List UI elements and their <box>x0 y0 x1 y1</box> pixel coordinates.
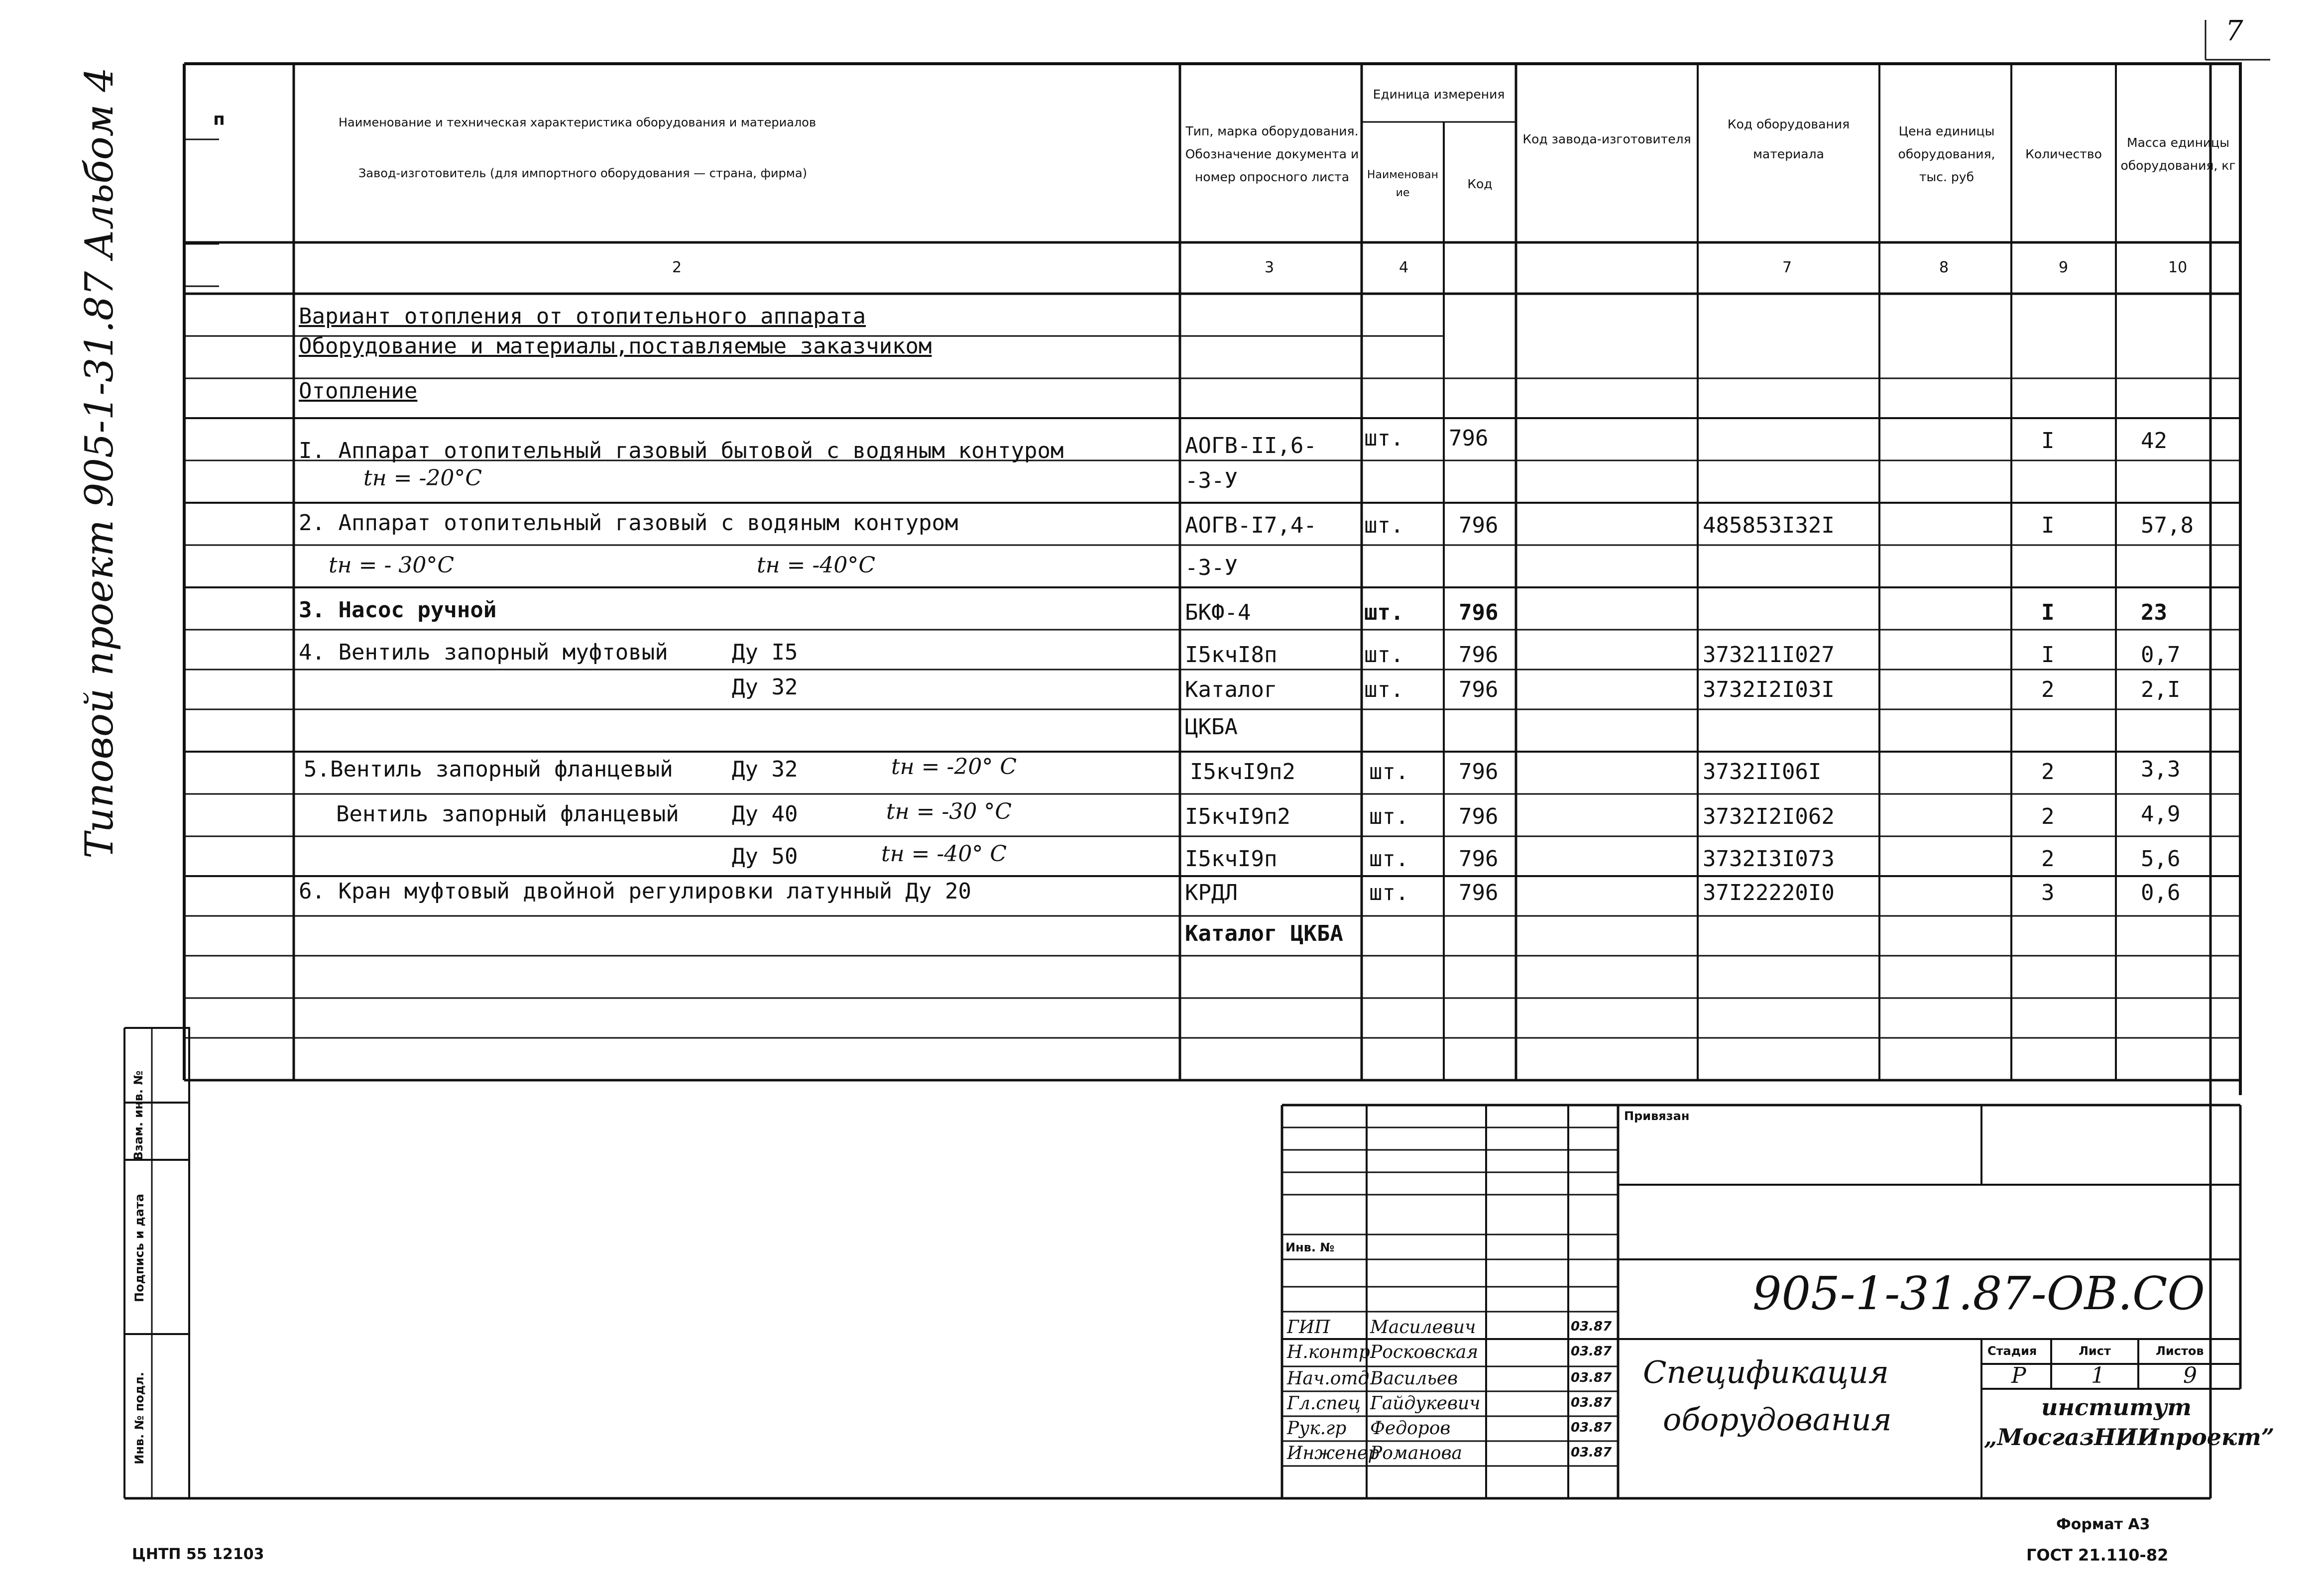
row-temp: tн = -30 °C <box>886 799 1012 824</box>
row-code: 796 <box>1449 426 1489 451</box>
row-name: I. Аппарат отопительный газовый бытовой с водяным контуром <box>299 438 1064 463</box>
stadia-value: Р <box>2011 1363 2026 1388</box>
row-unit: шт. <box>1369 804 1409 829</box>
stadia-label: Стадия <box>1987 1344 2037 1358</box>
row-unit: шт. <box>1369 846 1409 872</box>
row-unit: шт. <box>1364 677 1404 702</box>
row-type: АОГВ-II,6- <box>1185 433 1317 458</box>
row-temp: tн = -20°C <box>363 465 482 491</box>
header-col-name-line2: Завод-изготовитель (для импортного оборудования — страна, фирма) <box>358 166 808 180</box>
section-title-heating: Отопление <box>299 378 418 404</box>
row-mass: 42 <box>2141 428 2167 453</box>
page-number: 7 <box>2225 15 2243 47</box>
row-name: 5.Вентиль запорный фланцевый <box>304 757 673 782</box>
header-col-unit-code: Код <box>1467 177 1493 191</box>
header-col-unit-name: Наименование <box>1367 169 1439 199</box>
signatory-name: Масилевич <box>1370 1317 1476 1338</box>
row-temp-2: tн = -40°C <box>757 553 876 578</box>
row-type: I5кчI8п <box>1185 642 1278 668</box>
listov-value: 9 <box>2183 1363 2197 1388</box>
row-eqcode: 37I22220I0 <box>1703 880 1835 905</box>
section-title-equipment: Оборудование и материалы,поставляемые заказчиком <box>299 334 932 359</box>
row-mass: 3,3 <box>2141 757 2181 782</box>
signatory-name: Росковская <box>1370 1342 1479 1362</box>
header-num-4: 4 <box>1399 259 1409 276</box>
row-qty: 2 <box>2041 804 2055 829</box>
row-du: Ду 50 <box>732 844 798 869</box>
row-name: 4. Вентиль запорный муфтовый <box>299 640 668 665</box>
row-code: 796 <box>1459 513 1499 538</box>
signatory-name: Гайдукевич <box>1370 1393 1481 1414</box>
row-name: 3. Насос ручной <box>299 597 497 623</box>
row-code: 796 <box>1459 759 1499 785</box>
header-col-unit: Единица измерения <box>1373 87 1505 102</box>
stamp-inv-podl: Инв. № подл. <box>132 1372 146 1464</box>
row-mass: 57,8 <box>2141 513 2194 538</box>
row-qty: I <box>2041 428 2055 453</box>
signatory-name: Федоров <box>1370 1418 1451 1439</box>
document-code: 905-1-31.87-ОВ.СО <box>1752 1267 2205 1320</box>
header-col-price: Цена единицы оборудования, тыс. руб <box>1898 124 1995 184</box>
row-du: Ду 40 <box>732 801 798 827</box>
doc-title-line2: оборудования <box>1663 1401 1892 1438</box>
format-label: Формат А3 <box>2056 1516 2150 1533</box>
row-eqcode: 3732I2I062 <box>1703 804 1835 829</box>
gost-label: ГОСТ 21.110-82 <box>2026 1546 2169 1565</box>
row-eqcode: 3732I2I03I <box>1703 677 1835 702</box>
header-col-mass: Масса единицы оборудования, кг <box>2120 135 2236 173</box>
row-type: Каталог <box>1185 677 1278 702</box>
sign-date: 03.87 <box>1571 1370 1612 1385</box>
sign-date: 03.87 <box>1571 1395 1612 1410</box>
row-name: 6. Кран муфтовый двойной регулировки латунный Ду 20 <box>299 879 972 904</box>
header-num-7: 7 <box>1782 259 1792 276</box>
row-eqcode: 3732I3I073 <box>1703 846 1835 872</box>
row-unit: шт. <box>1364 642 1404 668</box>
row-temp: tн = - 30°C <box>329 553 455 578</box>
row-mass: 23 <box>2141 600 2167 625</box>
signatory-name: Романова <box>1370 1443 1463 1463</box>
row-qty: I <box>2041 642 2055 668</box>
row-eqcode: 485853I32I <box>1703 513 1835 538</box>
row-du: Ду I5 <box>732 640 798 665</box>
row-type: -3-У <box>1185 468 1238 493</box>
row-mass: 0,6 <box>2141 880 2181 905</box>
row-du: Ду 32 <box>732 757 798 782</box>
signatory-name: Васильев <box>1370 1368 1458 1389</box>
row-unit: шт. <box>1364 513 1404 538</box>
header-num-3: 3 <box>1265 259 1275 276</box>
row-temp: tн = -40° C <box>881 841 1007 867</box>
row-type: I5кчI9п2 <box>1190 759 1295 785</box>
header-num-10: 10 <box>2168 259 2188 276</box>
list-label: Лист <box>2079 1344 2111 1358</box>
privyazan-label: Привязан <box>1624 1109 1690 1123</box>
stamp-podpis: Подпись и дата <box>132 1194 146 1302</box>
row-du: Ду 32 <box>732 674 798 700</box>
row-unit: шт. <box>1369 759 1409 785</box>
role: Гл.спец <box>1287 1393 1361 1414</box>
stamp-inv-vzam: Взам. инв. № <box>131 1070 145 1161</box>
role: Нач.отд <box>1287 1368 1370 1389</box>
row-unit: шт. <box>1364 600 1404 625</box>
inv-no-label: Инв. № <box>1285 1240 1335 1254</box>
row-type: I5кчI9п <box>1185 846 1278 872</box>
row-mass: 5,6 <box>2141 846 2181 872</box>
row-mass: 0,7 <box>2141 642 2181 668</box>
header-col-factory: Код завода-изготовителя <box>1522 132 1691 146</box>
row-qty: 2 <box>2041 846 2055 872</box>
row-code: 796 <box>1459 846 1499 872</box>
sign-date: 03.87 <box>1571 1420 1612 1435</box>
org-line1: институт <box>2041 1394 2192 1421</box>
row-type: Каталог ЦКБА <box>1185 921 1343 946</box>
row-type: ЦКБА <box>1185 714 1238 740</box>
role: Инженер <box>1287 1443 1380 1463</box>
row-type: -3-У <box>1185 555 1238 580</box>
sign-date: 03.87 <box>1571 1344 1612 1359</box>
header-num-2: 2 <box>672 259 682 276</box>
row-temp: tн = -20° C <box>891 754 1017 780</box>
header-col-eqcode: Код оборудования материала <box>1727 117 1850 161</box>
row-eqcode: 373211I027 <box>1703 642 1835 668</box>
section-title-variant: Вариант отопления от отопительного аппарата <box>299 304 866 329</box>
header-col-type: Тип, марка оборудования. Обозначение документа и номер опросного листа <box>1185 124 1359 184</box>
role: Рук.гр <box>1287 1418 1347 1439</box>
row-unit: шт. <box>1364 426 1404 451</box>
row-qty: 3 <box>2041 880 2055 905</box>
row-name: Вентиль запорный фланцевый <box>336 801 679 827</box>
header-col-qty: Количество <box>2025 147 2102 161</box>
row-code: 796 <box>1459 880 1499 905</box>
row-mass: 2,I <box>2141 677 2181 702</box>
row-name: 2. Аппарат отопительный газовый с водяным контуром <box>299 510 958 536</box>
role: ГИП <box>1287 1317 1330 1338</box>
row-qty: I <box>2041 600 2055 625</box>
row-mass: 4,9 <box>2141 801 2181 827</box>
list-value: 1 <box>2091 1363 2105 1388</box>
row-code: 796 <box>1459 804 1499 829</box>
row-code: 796 <box>1459 677 1499 702</box>
sign-date: 03.87 <box>1571 1445 1612 1460</box>
header-col-name-line1: Наименование и техническая характеристика оборудования и материалов <box>339 115 816 129</box>
doc-title-line1: Спецификация <box>1643 1354 1889 1390</box>
header-num-9: 9 <box>2059 259 2069 276</box>
listov-label: Листов <box>2156 1344 2204 1358</box>
row-unit: шт. <box>1369 880 1409 905</box>
row-type: АОГВ-I7,4- <box>1185 513 1317 538</box>
printer-label: ЦНТП 55 12103 <box>132 1546 264 1563</box>
role: Н.контр <box>1287 1342 1370 1362</box>
side-title: Типовой проект 905-1-31.87 Альбом 4 <box>77 67 122 859</box>
org-line2: „МосгазНИИпроект” <box>1984 1424 2275 1451</box>
row-eqcode: 3732II06I <box>1703 759 1822 785</box>
row-qty: 2 <box>2041 677 2055 702</box>
header-col-num: п <box>213 110 225 129</box>
row-type: БКФ-4 <box>1185 600 1251 625</box>
row-type: КРДЛ <box>1185 880 1238 905</box>
sign-date: 03.87 <box>1571 1319 1612 1334</box>
header-num-8: 8 <box>1939 259 1949 276</box>
row-code: 796 <box>1459 600 1499 625</box>
row-code: 796 <box>1459 642 1499 668</box>
row-qty: 2 <box>2041 759 2055 785</box>
row-type: I5кчI9п2 <box>1185 804 1290 829</box>
row-qty: I <box>2041 513 2055 538</box>
